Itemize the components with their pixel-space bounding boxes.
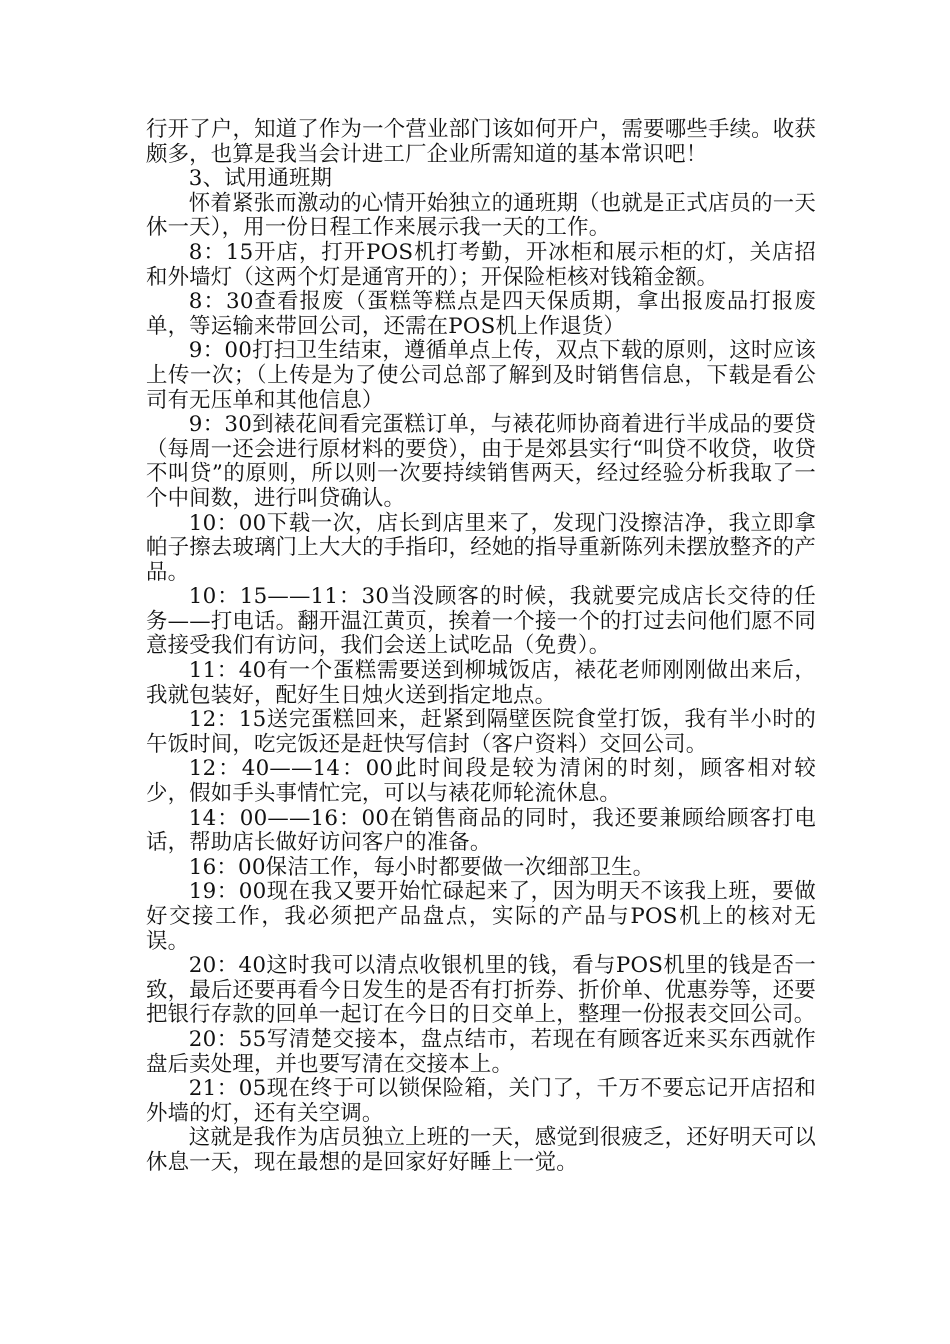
paragraph-schedule-1140: 11：40有一个蛋糕需要送到柳城饭店，裱花老师刚刚做出来后，我就包装好，配好生日烛火送到指定地点。: [146, 658, 816, 708]
paragraph-schedule-1215: 12：15送完蛋糕回来，赶紧到隔壁医院食堂打饭，我有半小时的午饭时间，吃完饭还是赶快写信封（客户资料）交回公司。: [146, 707, 816, 757]
section-heading: 3、试用通班期: [188, 166, 333, 192]
paragraph-conclusion: 这就是我作为店员独立上班的一天，感觉到很疲乏，还好明天可以休息一天，现在最想的是回家好好睡上一觉。: [146, 1125, 816, 1175]
paragraph-schedule-1015: 10：15——11：30当没顾客的时候，我就要完成店长交待的任务——打电话。翻开温江黄页，挨着一个接一个的打过去问他们愿不同意接受我们有访问，我们会送上试吃品（免费）。: [146, 584, 816, 659]
paragraph-schedule-2040: 20：40这时我可以清点收银机里的钱，看与POS机里的钱是否一致，最后还要再看今日发生的是否有打折券、折价单、优惠券等，还要把银行存款的回单一起订在今日的日交单上，整理一份报表交回公司。: [146, 953, 816, 1028]
paragraph-schedule-0815: 8：15开店，打开POS机打考勤，开冰柜和展示柜的灯，关店招和外墙灯（这两个灯是通宵开的）；开保险柜核对钱箱金额。: [146, 239, 816, 290]
paragraph-continued: 行开了户，知道了作为一个营业部门该如何开户，需要哪些手续。收获颇多，也算是我当会计进工厂企业所需知道的基本常识吧！: [146, 117, 816, 167]
paragraph-schedule-1240: 12：40——14：00此时间段是较为清闲的时刻，顾客相对较少，假如手头事情忙完，可以与裱花师轮流休息。: [146, 756, 816, 807]
paragraph-schedule-1600: 16：00保洁工作，每小时都要做一次细部卫生。: [188, 854, 655, 880]
paragraph-schedule-2055: 20：55写清楚交接本，盘点结市，若现在有顾客近来买东西就作盘后卖处理，并也要写清在交接本上。: [146, 1026, 816, 1077]
paragraph-schedule-2105: 21：05现在终于可以锁保险箱，关门了，千万不要忘记开店招和外墙的灯，还有关空调。: [146, 1076, 816, 1126]
paragraph-schedule-1000: 10：00下载一次，店长到店里来了，发现门没擦洁净，我立即拿帕子擦去玻璃门上大大的手指印，经她的指导重新陈列未摆放整齐的产品。: [146, 510, 816, 585]
paragraph-schedule-0930: 9：30到裱花间看完蛋糕订单，与裱花师协商着进行半成品的要贷（每周一还会进行原材料的要贷），由于是郊县实行“叫贷不收贷，收贷不叫贷”的原则，所以则一次要持续销售两天，经过经验分析我取了一个中间数，进行叫贷确认。: [146, 412, 816, 511]
paragraph-schedule-0900: 9：00打扫卫生结束，遵循单点上传，双点下载的原则，这时应该上传一次；（上传是为了使公司总部了解到及时销售信息，下载是看公司有无压单和其他信息）: [146, 338, 816, 413]
paragraph-schedule-0830: 8：30查看报废（蛋糕等糕点是四天保质期，拿出报废品打报废单，等运输来带回公司，还需在POS机上作退货）: [146, 289, 816, 339]
document-page: [146, 118, 816, 1176]
paragraph-intro: 怀着紧张而激动的心情开始独立的通班期（也就是正式店员的一天休一天），用一份日程工作来展示我一天的工作。: [146, 190, 816, 241]
paragraph-schedule-1900: 19：00现在我又要开始忙碌起来了，因为明天不该我上班，要做好交接工作，我必须把产品盘点，实际的产品与POS机上的核对无误。: [146, 879, 816, 954]
paragraph-schedule-1400: 14：00——16：00在销售商品的同时，我还要兼顾给顾客打电话，帮助店长做好访问客户的准备。: [146, 805, 816, 856]
